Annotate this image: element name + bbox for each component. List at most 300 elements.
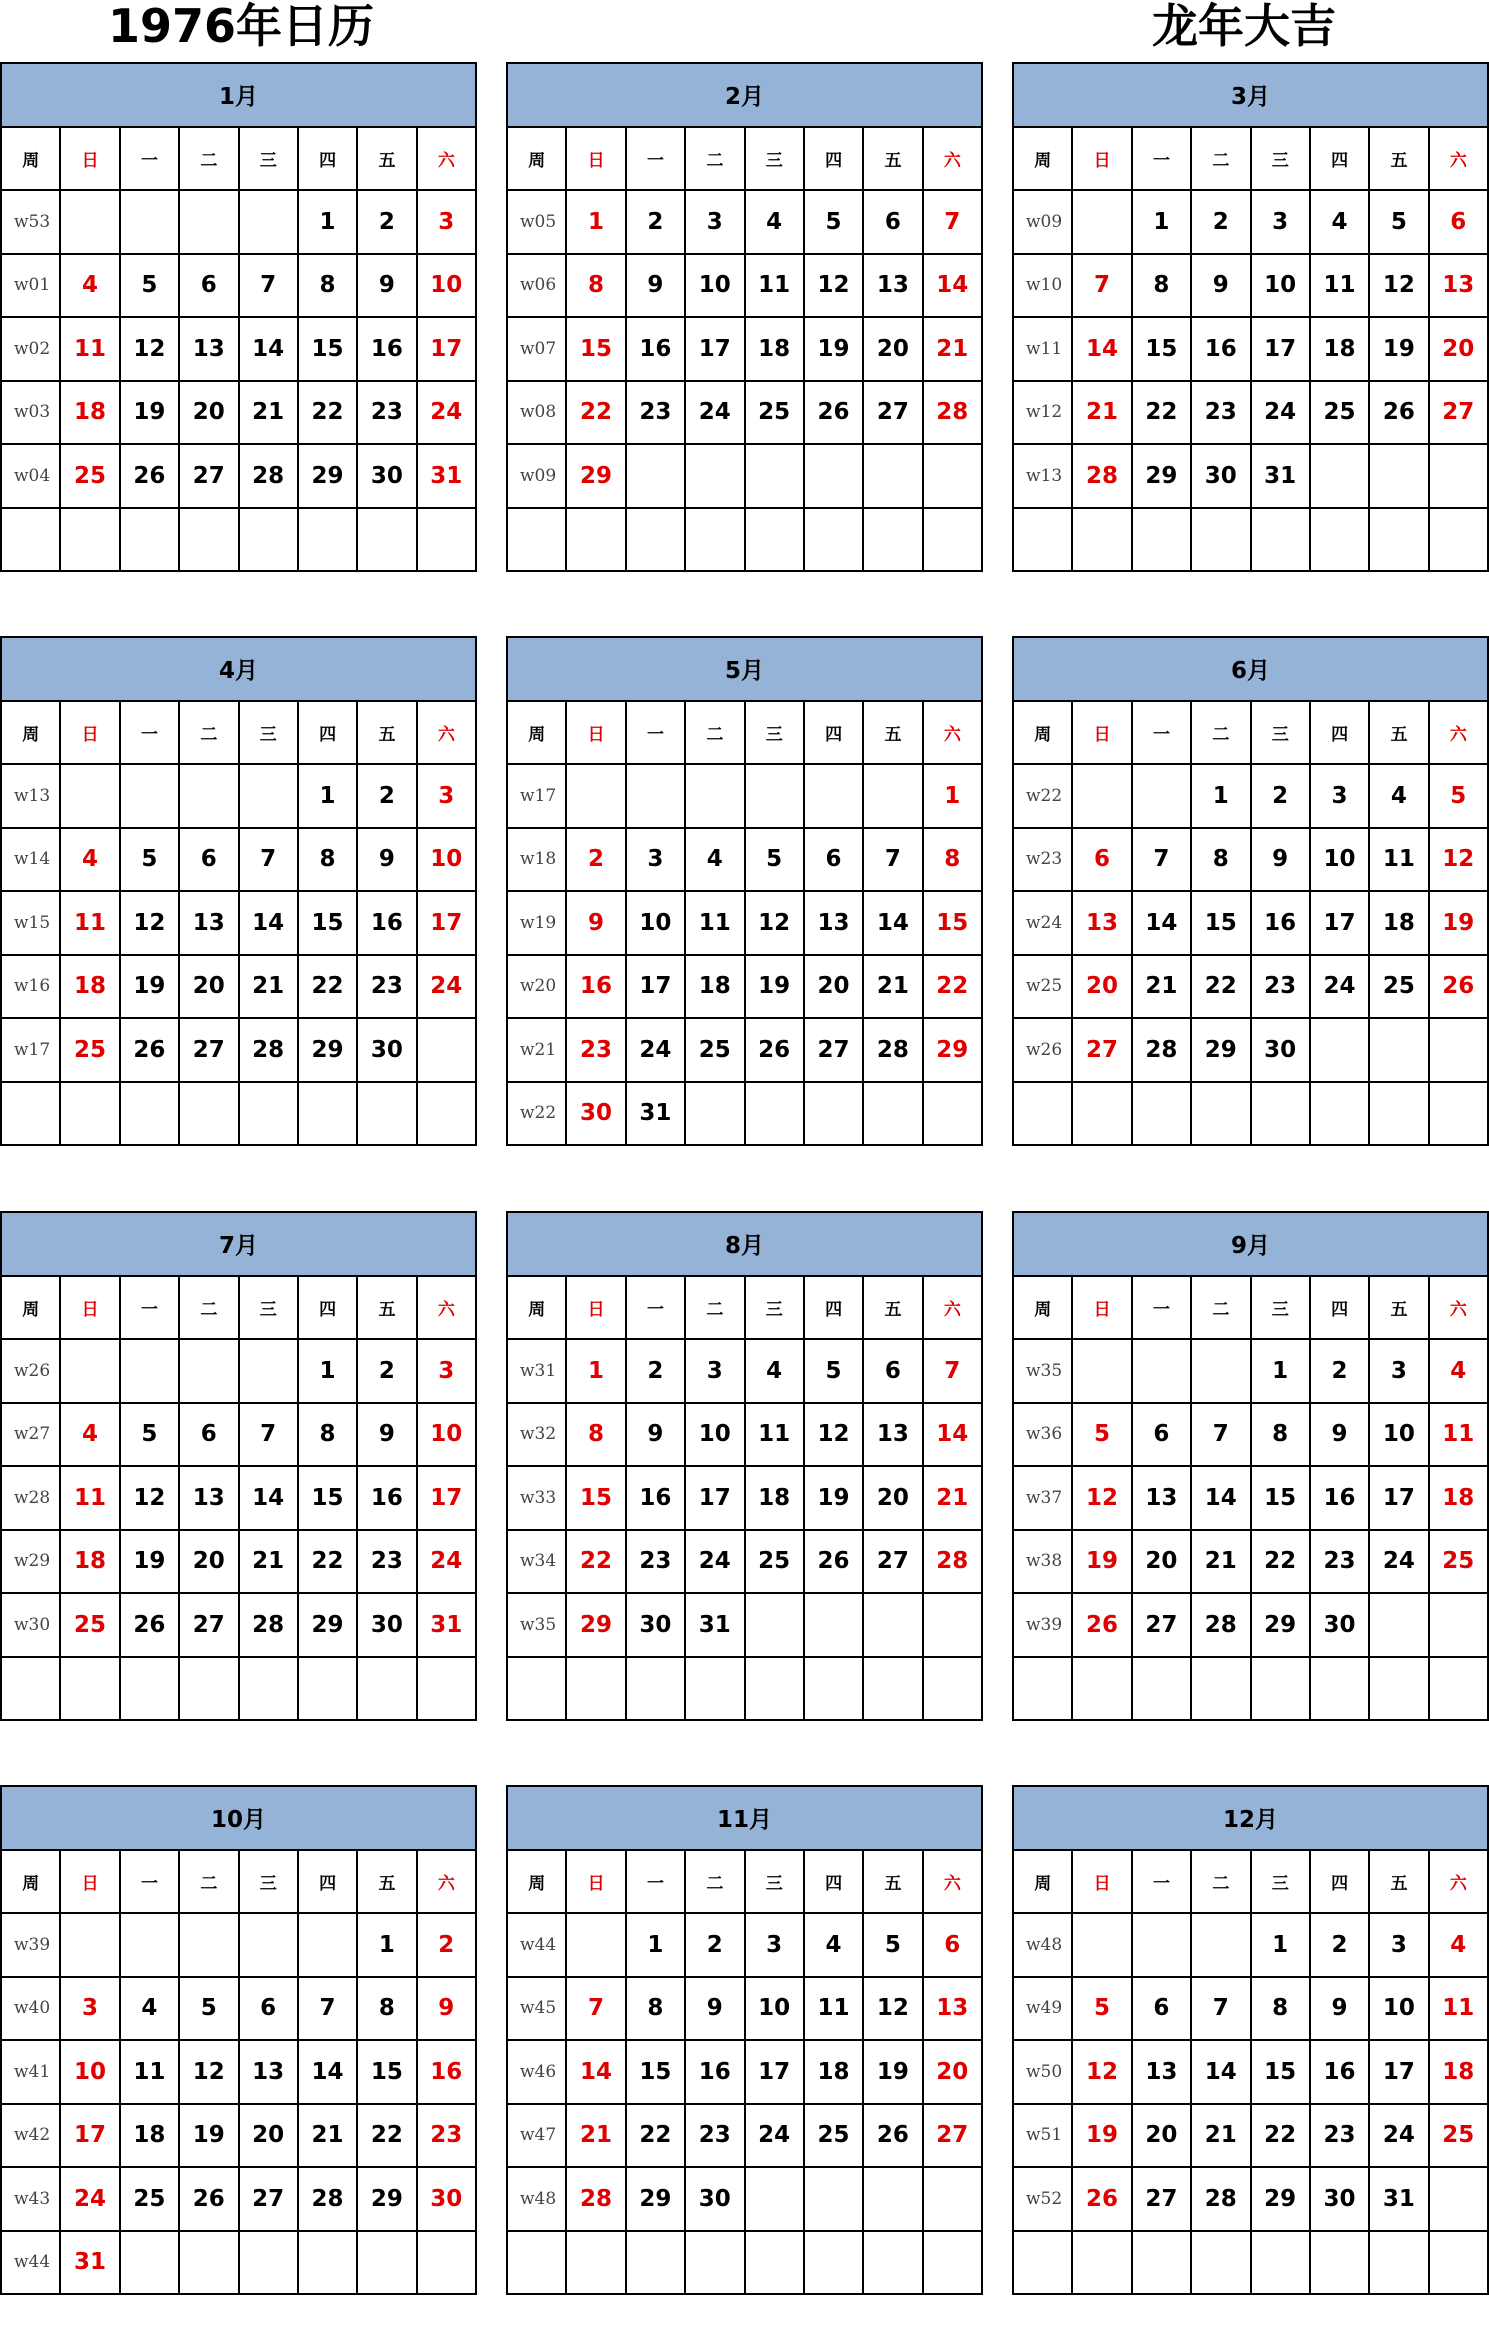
day-cell: 26	[1072, 1593, 1131, 1657]
day-cell	[1251, 508, 1310, 572]
weekday-header: 六	[923, 701, 982, 765]
weekday-header: 四	[1310, 1276, 1369, 1340]
day-cell	[685, 508, 744, 572]
day-cell	[863, 2167, 922, 2231]
weekday-header: 一	[120, 701, 179, 765]
day-cell: 17	[626, 955, 685, 1019]
week-number	[1, 1657, 60, 1721]
day-cell: 20	[923, 2040, 982, 2104]
day-cell: 29	[1251, 2167, 1310, 2231]
day-cell: 20	[179, 955, 238, 1019]
week-number: w42	[1, 2104, 60, 2168]
day-cell: 3	[1251, 190, 1310, 254]
day-cell	[357, 508, 416, 572]
month-calendar	[506, 1785, 983, 2329]
day-cell: 6	[863, 1339, 922, 1403]
week-number: w39	[1013, 1593, 1072, 1657]
day-cell	[120, 190, 179, 254]
week-row	[1, 2040, 476, 2104]
day-cell	[1072, 2231, 1131, 2295]
day-cell: 3	[1369, 1339, 1428, 1403]
week-row	[507, 1657, 982, 1721]
week-number: w46	[507, 2040, 566, 2104]
day-cell	[1191, 508, 1250, 572]
week-number: w36	[1013, 1403, 1072, 1467]
day-cell: 23	[685, 2104, 744, 2168]
weekday-header: 四	[804, 701, 863, 765]
weekday-header: 二	[179, 127, 238, 191]
day-cell: 20	[1132, 2104, 1191, 2168]
week-row	[507, 1403, 982, 1467]
week-number: w26	[1013, 1018, 1072, 1082]
weekday-header: 六	[417, 701, 476, 765]
month-name: 4月	[1, 637, 476, 701]
week-number: w14	[1, 828, 60, 892]
day-cell	[1429, 2231, 1488, 2295]
week-number: w18	[507, 828, 566, 892]
week-row	[507, 2167, 982, 2231]
day-cell: 13	[863, 254, 922, 318]
week-row	[1013, 1339, 1488, 1403]
week-number: w45	[507, 1977, 566, 2041]
day-cell	[120, 1082, 179, 1146]
month-table	[1012, 1785, 1489, 2295]
week-number: w27	[1, 1403, 60, 1467]
day-cell: 3	[60, 1977, 119, 2041]
day-cell: 18	[745, 317, 804, 381]
week-number: w32	[507, 1403, 566, 1467]
week-row	[1, 1082, 476, 1146]
weekday-header: 二	[1191, 1276, 1250, 1340]
day-cell	[239, 764, 298, 828]
day-cell: 6	[1132, 1403, 1191, 1467]
day-cell	[1429, 1593, 1488, 1657]
day-cell	[1369, 1018, 1428, 1082]
day-cell: 3	[685, 1339, 744, 1403]
day-cell: 11	[745, 254, 804, 318]
weekday-header: 二	[1191, 701, 1250, 765]
day-cell: 14	[239, 891, 298, 955]
day-cell: 12	[120, 891, 179, 955]
week-number: w11	[1013, 317, 1072, 381]
day-cell: 26	[1369, 381, 1428, 445]
weekday-header: 一	[120, 1276, 179, 1340]
day-cell: 18	[1429, 1466, 1488, 1530]
day-cell	[804, 1593, 863, 1657]
day-cell: 19	[179, 2104, 238, 2168]
week-number: w44	[507, 1913, 566, 1977]
weekday-header-row	[1, 701, 476, 765]
day-cell: 28	[239, 1593, 298, 1657]
month-name: 6月	[1013, 637, 1488, 701]
day-cell: 1	[626, 1913, 685, 1977]
day-cell: 30	[1191, 444, 1250, 508]
day-cell	[923, 508, 982, 572]
day-cell: 9	[357, 254, 416, 318]
week-row	[507, 2040, 982, 2104]
day-cell: 5	[179, 1977, 238, 2041]
day-cell	[120, 1657, 179, 1721]
day-cell: 15	[357, 2040, 416, 2104]
day-cell: 26	[804, 1530, 863, 1594]
week-number: w06	[507, 254, 566, 318]
month-header-row	[1, 637, 476, 701]
weekday-header: 周	[507, 1850, 566, 1914]
week-row	[507, 1018, 982, 1082]
day-cell: 1	[1251, 1339, 1310, 1403]
weekday-header: 四	[1310, 1850, 1369, 1914]
day-cell: 1	[566, 190, 625, 254]
weekday-header: 五	[863, 1850, 922, 1914]
day-cell: 25	[745, 1530, 804, 1594]
week-row	[1013, 2040, 1488, 2104]
day-cell	[60, 1339, 119, 1403]
day-cell	[1132, 508, 1191, 572]
day-cell: 10	[417, 1403, 476, 1467]
day-cell: 6	[179, 254, 238, 318]
day-cell: 29	[298, 1593, 357, 1657]
day-cell	[1072, 1082, 1131, 1146]
month-name: 10月	[1, 1786, 476, 1850]
day-cell	[179, 1339, 238, 1403]
day-cell: 24	[417, 381, 476, 445]
day-cell: 3	[626, 828, 685, 892]
month-name: 3月	[1013, 63, 1488, 127]
day-cell: 12	[804, 1403, 863, 1467]
day-cell: 5	[804, 1339, 863, 1403]
day-cell	[60, 764, 119, 828]
day-cell: 11	[1310, 254, 1369, 318]
week-row	[1013, 1466, 1488, 1530]
day-cell: 11	[1429, 1403, 1488, 1467]
day-cell: 5	[1429, 764, 1488, 828]
day-cell: 9	[566, 891, 625, 955]
day-cell	[745, 1593, 804, 1657]
weekday-header: 一	[120, 1850, 179, 1914]
day-cell: 3	[1310, 764, 1369, 828]
day-cell: 11	[1369, 828, 1428, 892]
week-row	[507, 955, 982, 1019]
day-cell: 31	[417, 1593, 476, 1657]
day-cell	[1132, 1657, 1191, 1721]
day-cell	[1191, 1913, 1250, 1977]
week-number: w35	[507, 1593, 566, 1657]
day-cell: 28	[1191, 2167, 1250, 2231]
day-cell	[566, 2231, 625, 2295]
day-cell: 10	[626, 891, 685, 955]
day-cell: 15	[298, 317, 357, 381]
month-table	[0, 1211, 477, 1721]
day-cell: 12	[1072, 1466, 1131, 1530]
day-cell: 15	[298, 891, 357, 955]
day-cell: 16	[357, 891, 416, 955]
week-number: w51	[1013, 2104, 1072, 2168]
day-cell: 2	[357, 190, 416, 254]
day-cell	[417, 1082, 476, 1146]
day-cell: 8	[626, 1977, 685, 2041]
week-row	[1, 317, 476, 381]
week-number	[1, 1082, 60, 1146]
day-cell: 25	[745, 381, 804, 445]
day-cell: 1	[1132, 190, 1191, 254]
day-cell	[1251, 1082, 1310, 1146]
day-cell: 27	[804, 1018, 863, 1082]
day-cell: 4	[804, 1913, 863, 1977]
day-cell: 17	[685, 317, 744, 381]
week-number: w19	[507, 891, 566, 955]
day-cell: 7	[1191, 1977, 1250, 2041]
week-number	[507, 508, 566, 572]
week-row	[1013, 2231, 1488, 2295]
day-cell: 6	[923, 1913, 982, 1977]
day-cell: 6	[863, 190, 922, 254]
day-cell: 4	[1429, 1339, 1488, 1403]
day-cell: 5	[745, 828, 804, 892]
weekday-header: 二	[1191, 127, 1250, 191]
day-cell: 29	[357, 2167, 416, 2231]
day-cell	[298, 1913, 357, 1977]
week-row	[1013, 764, 1488, 828]
day-cell: 13	[1429, 254, 1488, 318]
day-cell	[1369, 2231, 1428, 2295]
day-cell: 18	[60, 1530, 119, 1594]
day-cell	[179, 190, 238, 254]
day-cell: 9	[1310, 1403, 1369, 1467]
day-cell	[804, 508, 863, 572]
weekday-header: 三	[239, 701, 298, 765]
day-cell: 26	[179, 2167, 238, 2231]
day-cell	[1191, 1339, 1250, 1403]
weekday-header: 三	[745, 127, 804, 191]
day-cell: 5	[120, 254, 179, 318]
weekday-header: 日	[566, 1276, 625, 1340]
week-row	[1, 764, 476, 828]
day-cell: 21	[298, 2104, 357, 2168]
day-cell	[1072, 1657, 1131, 1721]
month-calendar	[0, 1785, 477, 2329]
day-cell	[357, 1082, 416, 1146]
day-cell: 20	[239, 2104, 298, 2168]
week-row	[1013, 508, 1488, 572]
day-cell: 13	[923, 1977, 982, 2041]
day-cell: 4	[60, 254, 119, 318]
week-row	[1, 1018, 476, 1082]
day-cell: 10	[745, 1977, 804, 2041]
day-cell: 14	[566, 2040, 625, 2104]
day-cell: 31	[626, 1082, 685, 1146]
week-number: w07	[507, 317, 566, 381]
week-row	[507, 1530, 982, 1594]
weekday-header: 一	[626, 127, 685, 191]
day-cell: 13	[863, 1403, 922, 1467]
weekday-header: 五	[357, 701, 416, 765]
day-cell: 9	[1251, 828, 1310, 892]
day-cell: 28	[566, 2167, 625, 2231]
day-cell: 15	[1132, 317, 1191, 381]
weekday-header: 五	[863, 701, 922, 765]
day-cell	[923, 1082, 982, 1146]
day-cell: 22	[626, 2104, 685, 2168]
month-header-row	[1013, 1786, 1488, 1850]
day-cell: 28	[923, 381, 982, 445]
day-cell: 17	[1369, 2040, 1428, 2104]
day-cell	[685, 444, 744, 508]
day-cell: 17	[685, 1466, 744, 1530]
day-cell: 3	[745, 1913, 804, 1977]
day-cell: 21	[863, 955, 922, 1019]
weekday-header: 三	[239, 127, 298, 191]
day-cell: 14	[863, 891, 922, 955]
day-cell	[298, 508, 357, 572]
week-number: w48	[507, 2167, 566, 2231]
day-cell: 8	[357, 1977, 416, 2041]
day-cell: 12	[1429, 828, 1488, 892]
greeting-title: 龙年大吉	[1152, 0, 1336, 53]
month-header-row	[507, 637, 982, 701]
week-row	[507, 381, 982, 445]
day-cell: 29	[923, 1018, 982, 1082]
day-cell: 28	[239, 1018, 298, 1082]
day-cell: 18	[1429, 2040, 1488, 2104]
month-calendar	[0, 62, 477, 606]
week-row	[1, 1977, 476, 2041]
week-row	[1, 254, 476, 318]
week-number: w34	[507, 1530, 566, 1594]
day-cell	[239, 2231, 298, 2295]
day-cell: 26	[120, 1593, 179, 1657]
day-cell: 10	[417, 828, 476, 892]
day-cell: 21	[923, 1466, 982, 1530]
month-name: 11月	[507, 1786, 982, 1850]
week-row	[507, 254, 982, 318]
day-cell: 30	[1310, 2167, 1369, 2231]
day-cell: 12	[804, 254, 863, 318]
day-cell	[1310, 2231, 1369, 2295]
day-cell: 5	[1072, 1977, 1131, 2041]
day-cell: 19	[120, 955, 179, 1019]
day-cell	[60, 1913, 119, 1977]
day-cell: 27	[1072, 1018, 1131, 1082]
day-cell: 8	[1251, 1977, 1310, 2041]
week-number: w22	[507, 1082, 566, 1146]
day-cell: 30	[357, 1593, 416, 1657]
week-row	[1013, 828, 1488, 892]
day-cell: 8	[298, 254, 357, 318]
week-number: w31	[507, 1339, 566, 1403]
day-cell: 5	[804, 190, 863, 254]
day-cell: 24	[685, 381, 744, 445]
day-cell: 1	[1251, 1913, 1310, 1977]
day-cell: 8	[298, 828, 357, 892]
weekday-header: 日	[60, 127, 119, 191]
week-row	[507, 1082, 982, 1146]
day-cell: 1	[298, 764, 357, 828]
day-cell: 17	[60, 2104, 119, 2168]
weekday-header: 六	[1429, 127, 1488, 191]
day-cell: 11	[60, 891, 119, 955]
weekday-header-row	[1013, 1850, 1488, 1914]
day-cell: 12	[179, 2040, 238, 2104]
day-cell: 29	[566, 444, 625, 508]
day-cell: 12	[863, 1977, 922, 2041]
day-cell: 9	[357, 828, 416, 892]
weekday-header: 五	[863, 127, 922, 191]
day-cell	[1369, 508, 1428, 572]
day-cell	[298, 1082, 357, 1146]
day-cell: 16	[1310, 2040, 1369, 2104]
day-cell: 10	[1369, 1403, 1428, 1467]
day-cell: 29	[566, 1593, 625, 1657]
day-cell: 9	[685, 1977, 744, 2041]
week-number: w29	[1, 1530, 60, 1594]
day-cell	[298, 1657, 357, 1721]
week-row	[1013, 1657, 1488, 1721]
weekday-header: 四	[298, 701, 357, 765]
day-cell: 19	[1072, 2104, 1131, 2168]
day-cell: 28	[239, 444, 298, 508]
day-cell: 2	[1191, 190, 1250, 254]
day-cell: 13	[179, 317, 238, 381]
day-cell	[1310, 1657, 1369, 1721]
day-cell: 7	[1072, 254, 1131, 318]
week-number	[1013, 2231, 1072, 2295]
weekday-header-row	[1013, 701, 1488, 765]
day-cell: 16	[357, 1466, 416, 1530]
day-cell: 16	[626, 317, 685, 381]
day-cell	[417, 1657, 476, 1721]
day-cell: 9	[626, 1403, 685, 1467]
day-cell: 23	[626, 1530, 685, 1594]
day-cell	[923, 2167, 982, 2231]
day-cell	[417, 508, 476, 572]
weekday-header: 五	[863, 1276, 922, 1340]
week-number: w40	[1, 1977, 60, 2041]
day-cell: 7	[566, 1977, 625, 2041]
day-cell: 2	[626, 1339, 685, 1403]
day-cell: 2	[1251, 764, 1310, 828]
day-cell: 15	[1191, 891, 1250, 955]
week-row	[1, 381, 476, 445]
weekday-header: 三	[239, 1276, 298, 1340]
day-cell: 25	[1429, 2104, 1488, 2168]
day-cell: 23	[626, 381, 685, 445]
day-cell: 15	[566, 1466, 625, 1530]
month-calendar	[506, 1211, 983, 1755]
day-cell: 26	[120, 1018, 179, 1082]
weekday-header-row	[1, 127, 476, 191]
day-cell: 1	[923, 764, 982, 828]
day-cell: 10	[60, 2040, 119, 2104]
day-cell	[1191, 1082, 1250, 1146]
day-cell	[1072, 1339, 1131, 1403]
day-cell: 4	[745, 1339, 804, 1403]
day-cell: 3	[417, 1339, 476, 1403]
day-cell: 14	[298, 2040, 357, 2104]
week-row	[1013, 444, 1488, 508]
week-number: w09	[1013, 190, 1072, 254]
week-row	[507, 1977, 982, 2041]
day-cell: 19	[1072, 1530, 1131, 1594]
month-calendar	[1012, 1785, 1489, 2329]
weekday-header: 日	[60, 1276, 119, 1340]
day-cell	[239, 508, 298, 572]
day-cell	[179, 508, 238, 572]
day-cell	[1429, 444, 1488, 508]
day-cell: 11	[120, 2040, 179, 2104]
day-cell	[1072, 508, 1131, 572]
day-cell	[120, 508, 179, 572]
day-cell	[863, 444, 922, 508]
